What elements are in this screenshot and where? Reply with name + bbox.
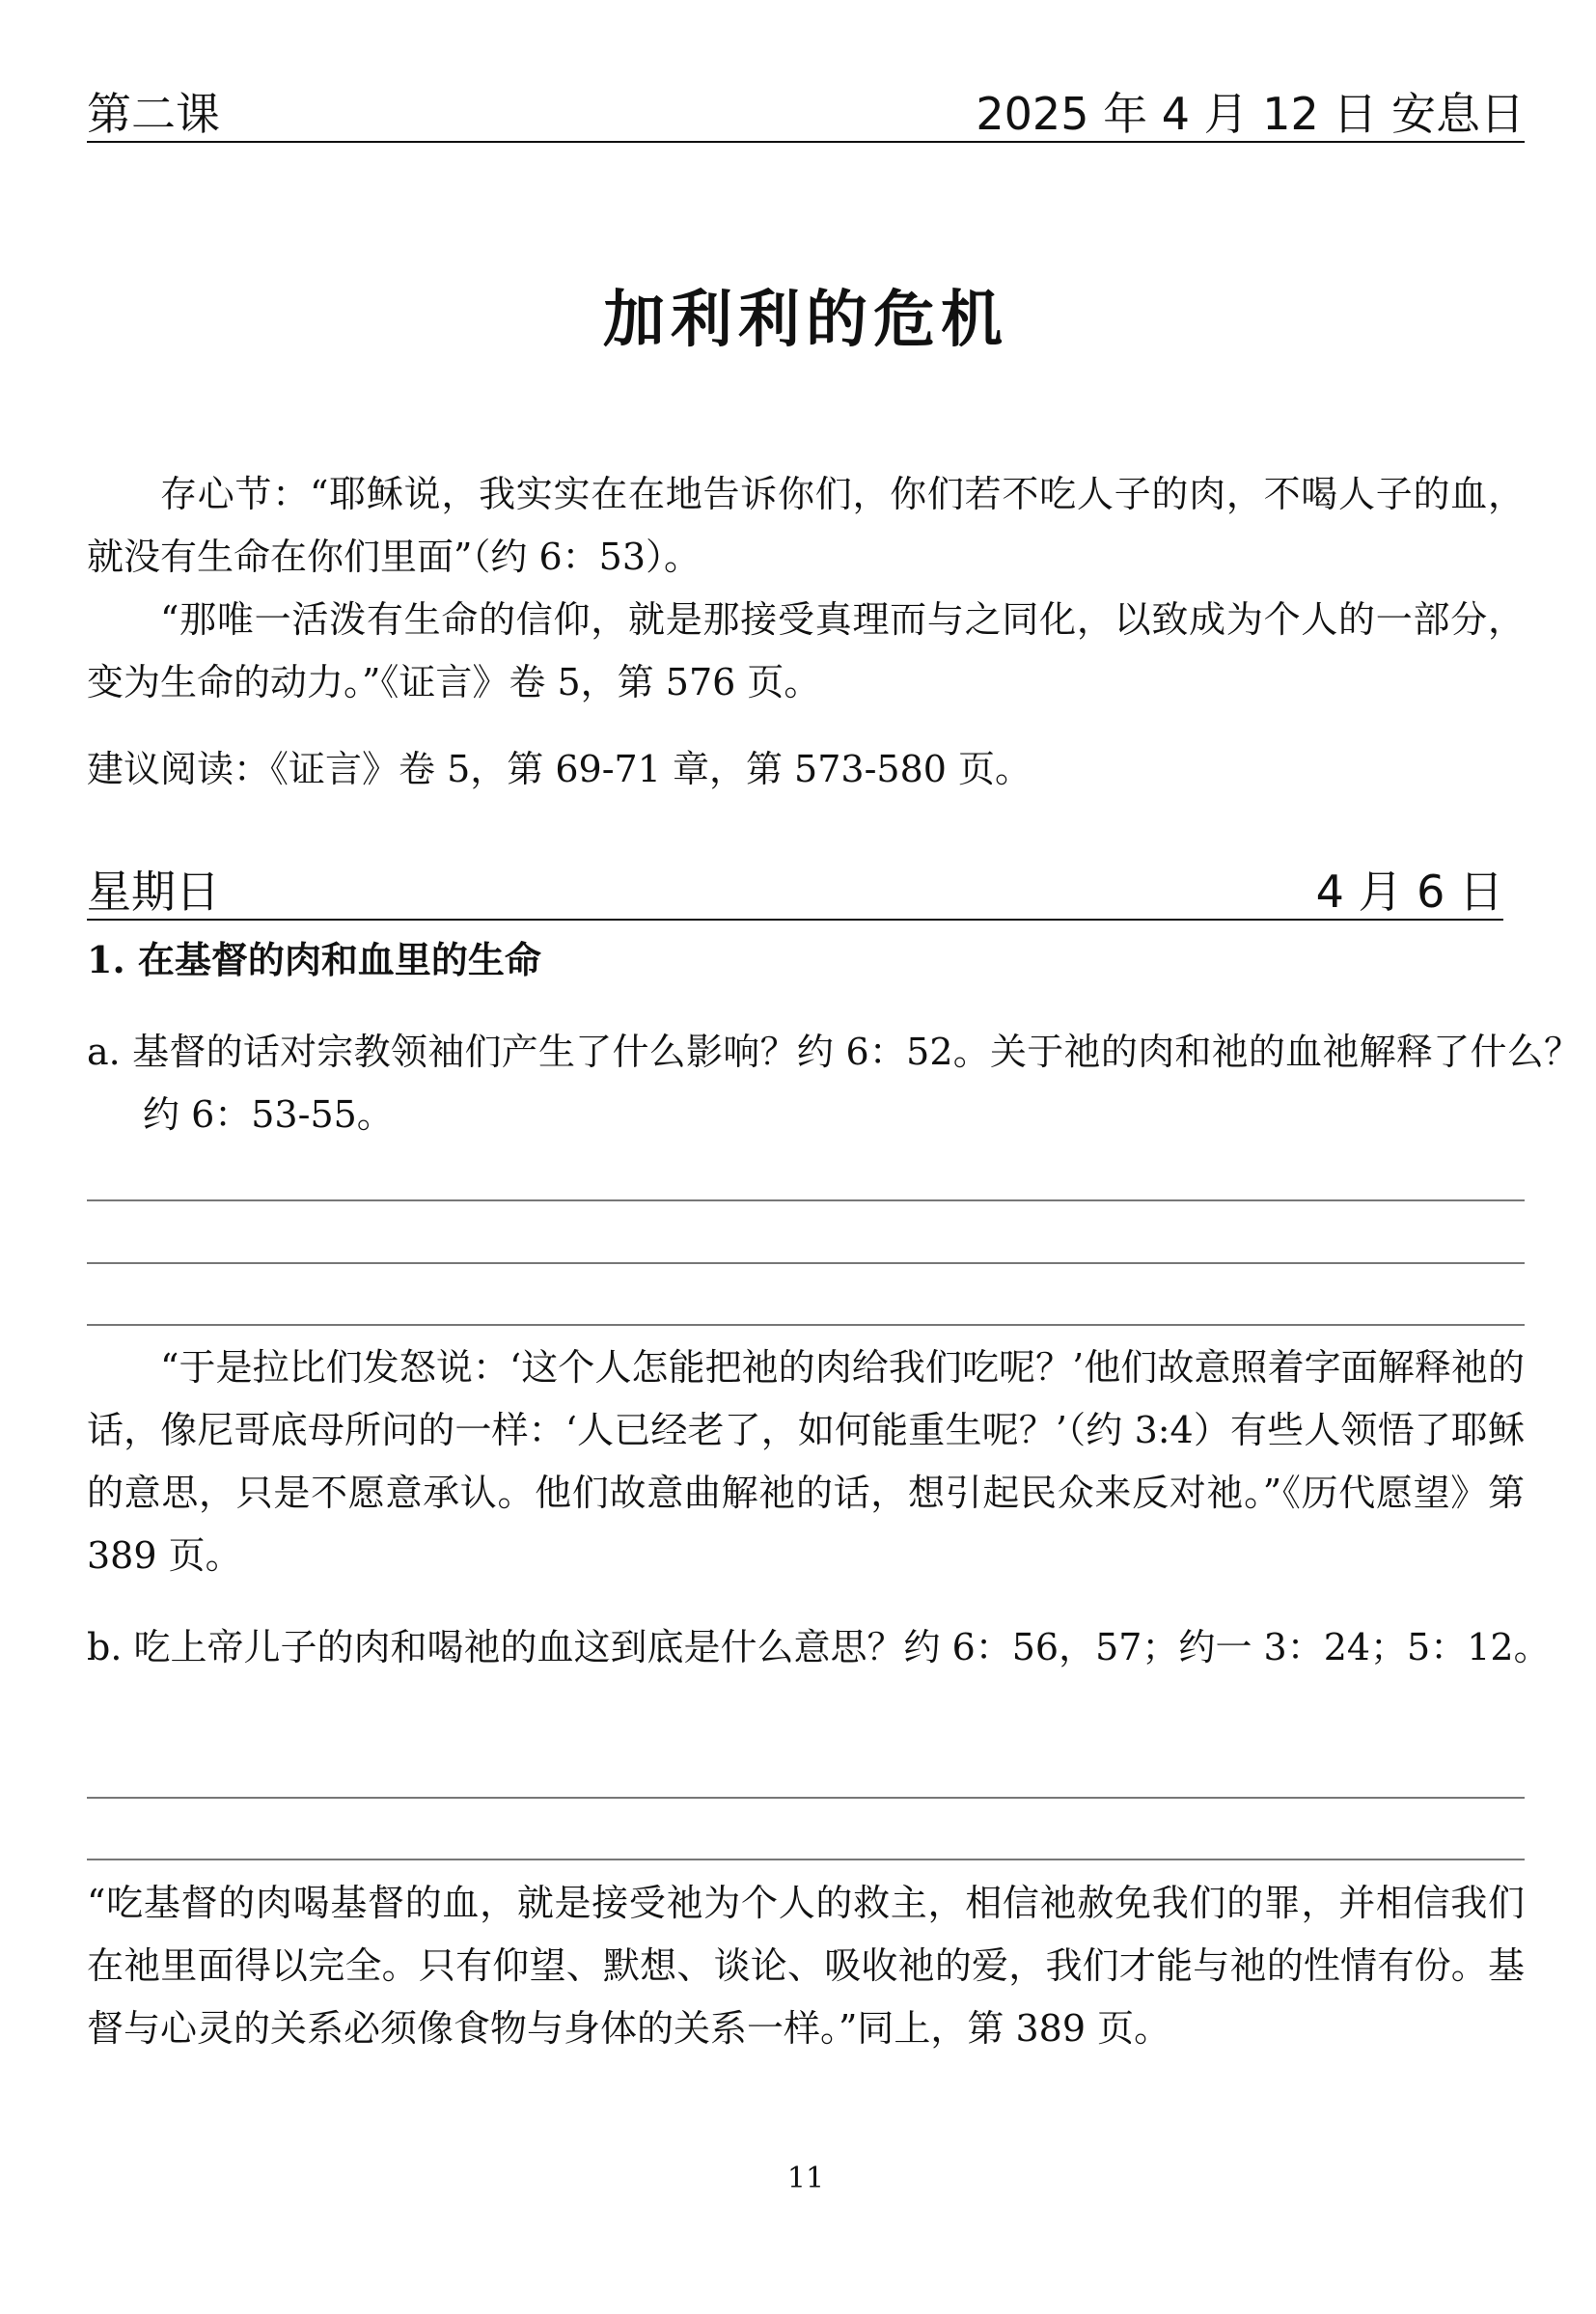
day-date: 4 月 6 日 [1315,866,1503,918]
memory-verse: 存心节：“耶稣说，我实实在在地告诉你们，你们若不吃人子的肉，不喝人子的血，就没有生命在你们里面”（约 6：53）。 [87,473,1525,578]
lesson-date: 2025 年 4 月 12 日 安息日 [976,88,1525,140]
answer-line[interactable] [87,1797,1525,1799]
suggested-reading: 建议阅读：《证言》卷 5，第 69-71 章，第 573-580 页。 [87,748,1032,790]
answer-line[interactable] [87,1324,1525,1326]
page-number: 11 [786,2162,825,2195]
answer-line[interactable] [87,1262,1525,1264]
lesson-number: 第二课 [87,88,220,140]
page-title: 加利利的危机 [603,285,1008,356]
day-header [87,861,1503,921]
intro-quote: “那唯一活泼有生命的信仰，就是那接受真理而与之同化，以致成为个人的一部分，变为生命的动力。”《证言》卷 5，第 576 页。 [87,598,1525,703]
question-b: b. 吃上帝儿子的肉和喝祂的血这到底是什么意思？约 6：56，57；约一 3：24；5：12。 [87,1626,1551,1668]
quote-a: “于是拉比们发怒说：‘这个人怎能把祂的肉给我们吃呢？’他们故意照着字面解释祂的话，像尼哥底母所问的一样：‘人已经老了，如何能重生呢？’（约 3:4）有些人领悟了耶稣的意思，只是不愿意承认。他们故意曲解祂的话，想引起民众来反对祂。”《历代愿望》第 389 页。 [87,1346,1525,1577]
section-heading: 1. 在基督的肉和血里的生命 [87,938,541,981]
question-a: a. 基督的话对宗教领袖们产生了什么影响？约 6：52。关于祂的肉和祂的血祂解释了什么？约 6：53-55。 [87,1031,1581,1136]
answer-line[interactable] [87,1859,1525,1860]
lesson-header [87,83,1525,143]
quote-b: “吃基督的肉喝基督的血，就是接受祂为个人的救主，相信祂赦免我们的罪，并相信我们在祂里面得以完全。只有仰望、默想、谈论、吸收祂的爱，我们才能与祂的性情有份。基督与心灵的关系必须像食物与身体的关系一样。”同上，第 389 页。 [87,1882,1525,2050]
day-name: 星期日 [87,866,220,918]
document-page [87,0,1581,2314]
answer-line[interactable] [87,1199,1525,1201]
